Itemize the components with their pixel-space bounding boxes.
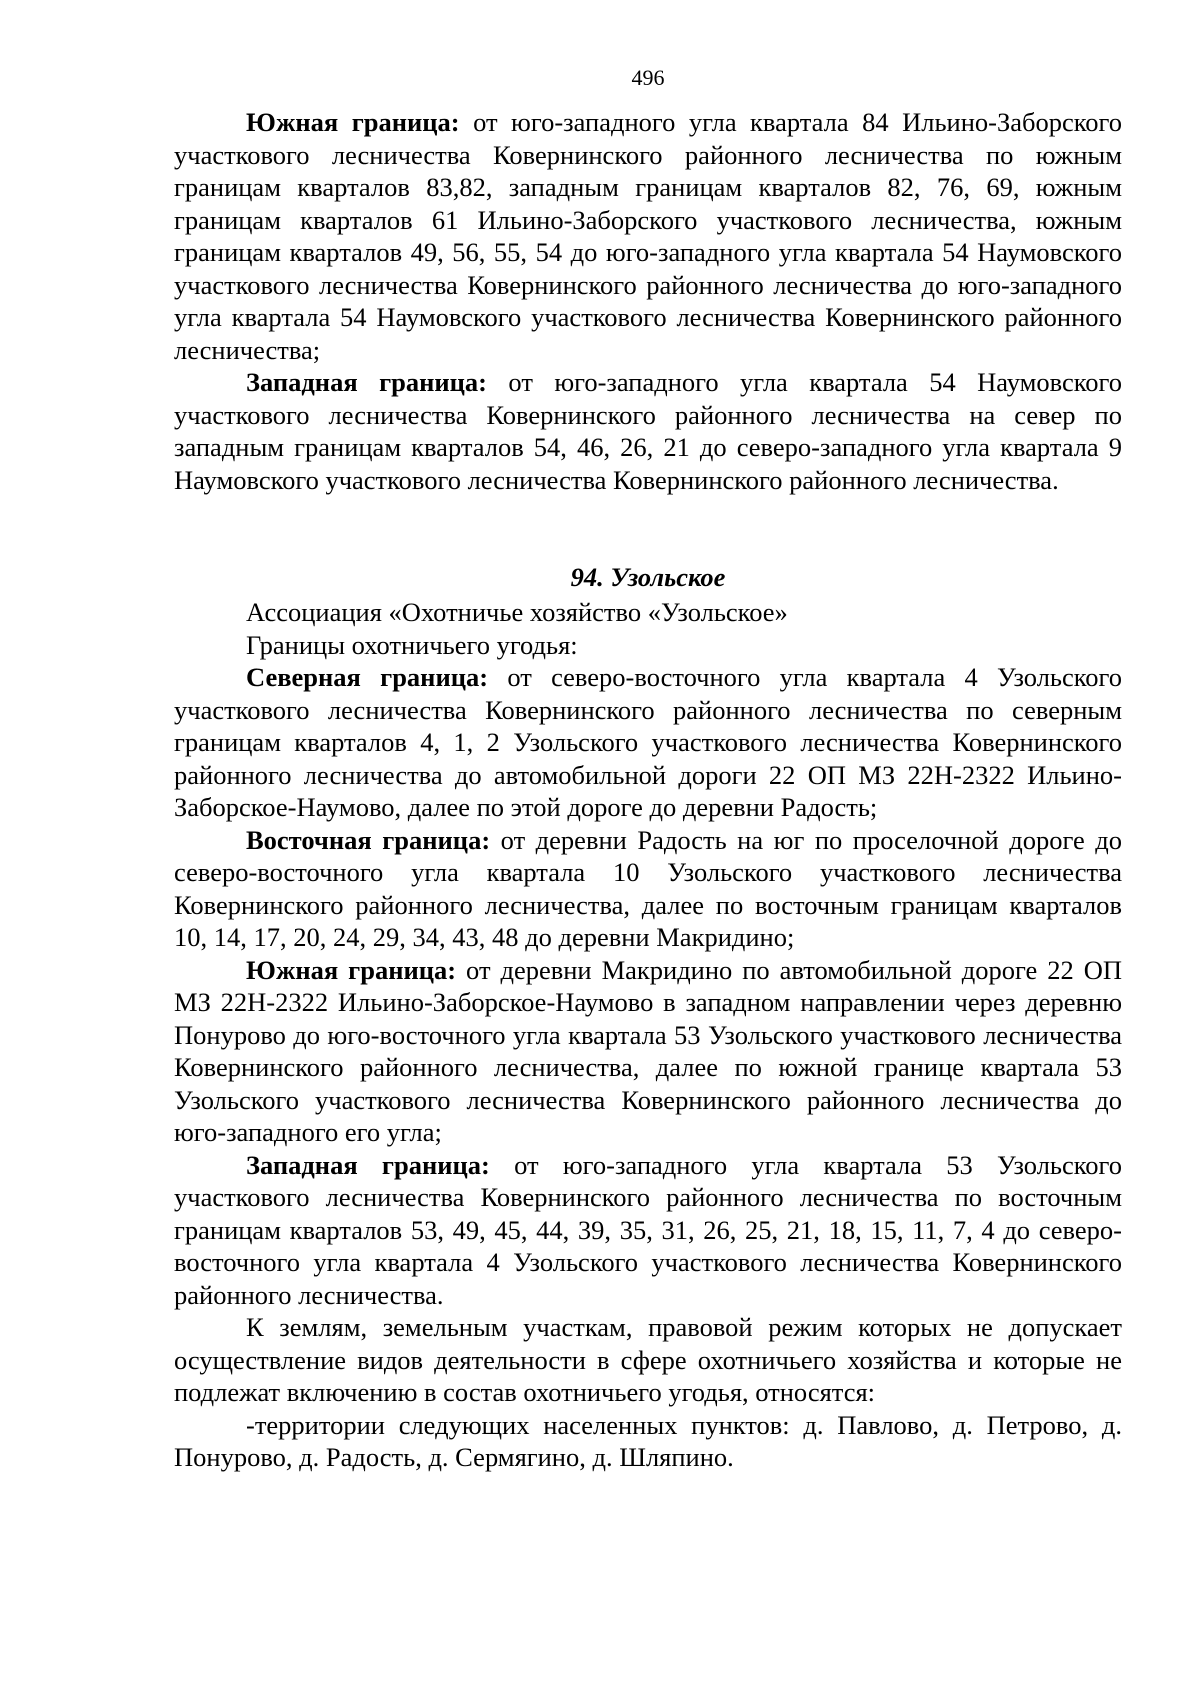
uzolskoe-south-border-label: Южная граница: [246, 954, 457, 985]
uzolskoe-north-border-paragraph [174, 661, 1122, 824]
section-title: 94. Узольское [570, 562, 726, 592]
uzolskoe-west-border-label: Западная граница: [246, 1149, 490, 1180]
west-border-text: от юго-западного угла квартала 54 Наумовского участкового лесничества Ковернинского районного лесничества на север по западным границам кварталов 54, 46, 26, 21 до северо-западного угла квартала 9 Наумовского участкового лесничества Ковернинского районного лесничества. [174, 367, 1122, 495]
uzolskoe-east-border-paragraph [174, 824, 1122, 954]
south-border-text: от юго-западного угла квартала 84 Ильино-Заборского участкового лесничества Ковернинского районного лесничества по южным границам кварталов 83,82, западным границам кварталов 82, 76, 69, южным границам кварталов 61 Ильино-Заборского участкового лесничества, южным границам кварталов 49, 56, 55, 54 до юго-западного угла квартала 54 Наумовского участкового лесничества Ковернинского районного лесничества до юго-западного угла квартала 54 Наумовского участкового лесничества Ковернинского районного лесничества; [174, 107, 1123, 365]
document-page [174, 64, 1122, 1474]
west-border-paragraph [174, 366, 1122, 496]
west-border-label: Западная граница: [246, 367, 487, 397]
exclusions-intro: К землям, земельным участкам, правовой режим которых не допускает осуществление видов деятельности в сфере охотничьего хозяйства и которые не подлежат включению в состав охотничьего угодья, относятся: [174, 1312, 1122, 1407]
borders-heading: Границы охотничьего угодья: [246, 629, 578, 660]
page-number: 496 [631, 65, 665, 90]
uzolskoe-south-border-paragraph [174, 954, 1122, 1149]
association-name: Ассоциация «Охотничье хозяйство «Узольское» [246, 597, 788, 627]
uzolskoe-north-border-label: Северная граница: [246, 662, 489, 692]
exclusions-item: -территории следующих населенных пунктов: д. Павлово, д. Петрово, д. Понурово, д. Радость, д. Сермягино, д. Шляпино. [174, 1409, 1122, 1472]
uzolskoe-west-border-paragraph [174, 1149, 1122, 1312]
south-border-label: Южная граница: [246, 107, 460, 137]
uzolskoe-south-border-text: от деревни Макридино по автомобильной дороге 22 ОП МЗ 22Н-2322 Ильино-Заборское-Наумово в западном направлении через деревню Понурово до юго-восточного угла квартала 53 Узольского участкового лесничества Ковернинского районного лесничества, далее по южной границе квартала 53 Узольского участкового лесничества Ковернинского районного лесничества до юго-западного его угла; [174, 954, 1122, 1147]
uzolskoe-east-border-label: Восточная граница: [246, 824, 491, 855]
south-border-paragraph [174, 106, 1122, 366]
uzolskoe-east-border-text: от деревни Радость на юг по проселочной дороге до северо-восточного угла квартала 10 Узольского участкового лесничества Ковернинского районного лесничества, далее по восточным границам кварталов 10, 14, 17, 20, 24, 29, 34, 43, 48 до деревни Макридино; [174, 824, 1122, 952]
uzolskoe-north-border-text: от северо-восточного угла квартала 4 Узольского участкового лесничества Ковернинского районного лесничества по северным границам кварталов 4, 1, 2 Узольского участкового лесничества Ковернинского районного лесничества до автомобильной дороги 22 ОП МЗ 22Н-2322 Ильино-Заборское-Наумово, далее по этой дороге до деревни Радость; [174, 662, 1122, 822]
uzolskoe-west-border-text: от юго-западного угла квартала 53 Узольского участкового лесничества Ковернинского районного лесничества по восточным границам кварталов 53, 49, 45, 44, 39, 35, 31, 26, 25, 21, 18, 15, 11, 7, 4 до северо-восточного угла квартала 4 Узольского участкового лесничества Ковернинского районного лесничества. [174, 1149, 1122, 1310]
